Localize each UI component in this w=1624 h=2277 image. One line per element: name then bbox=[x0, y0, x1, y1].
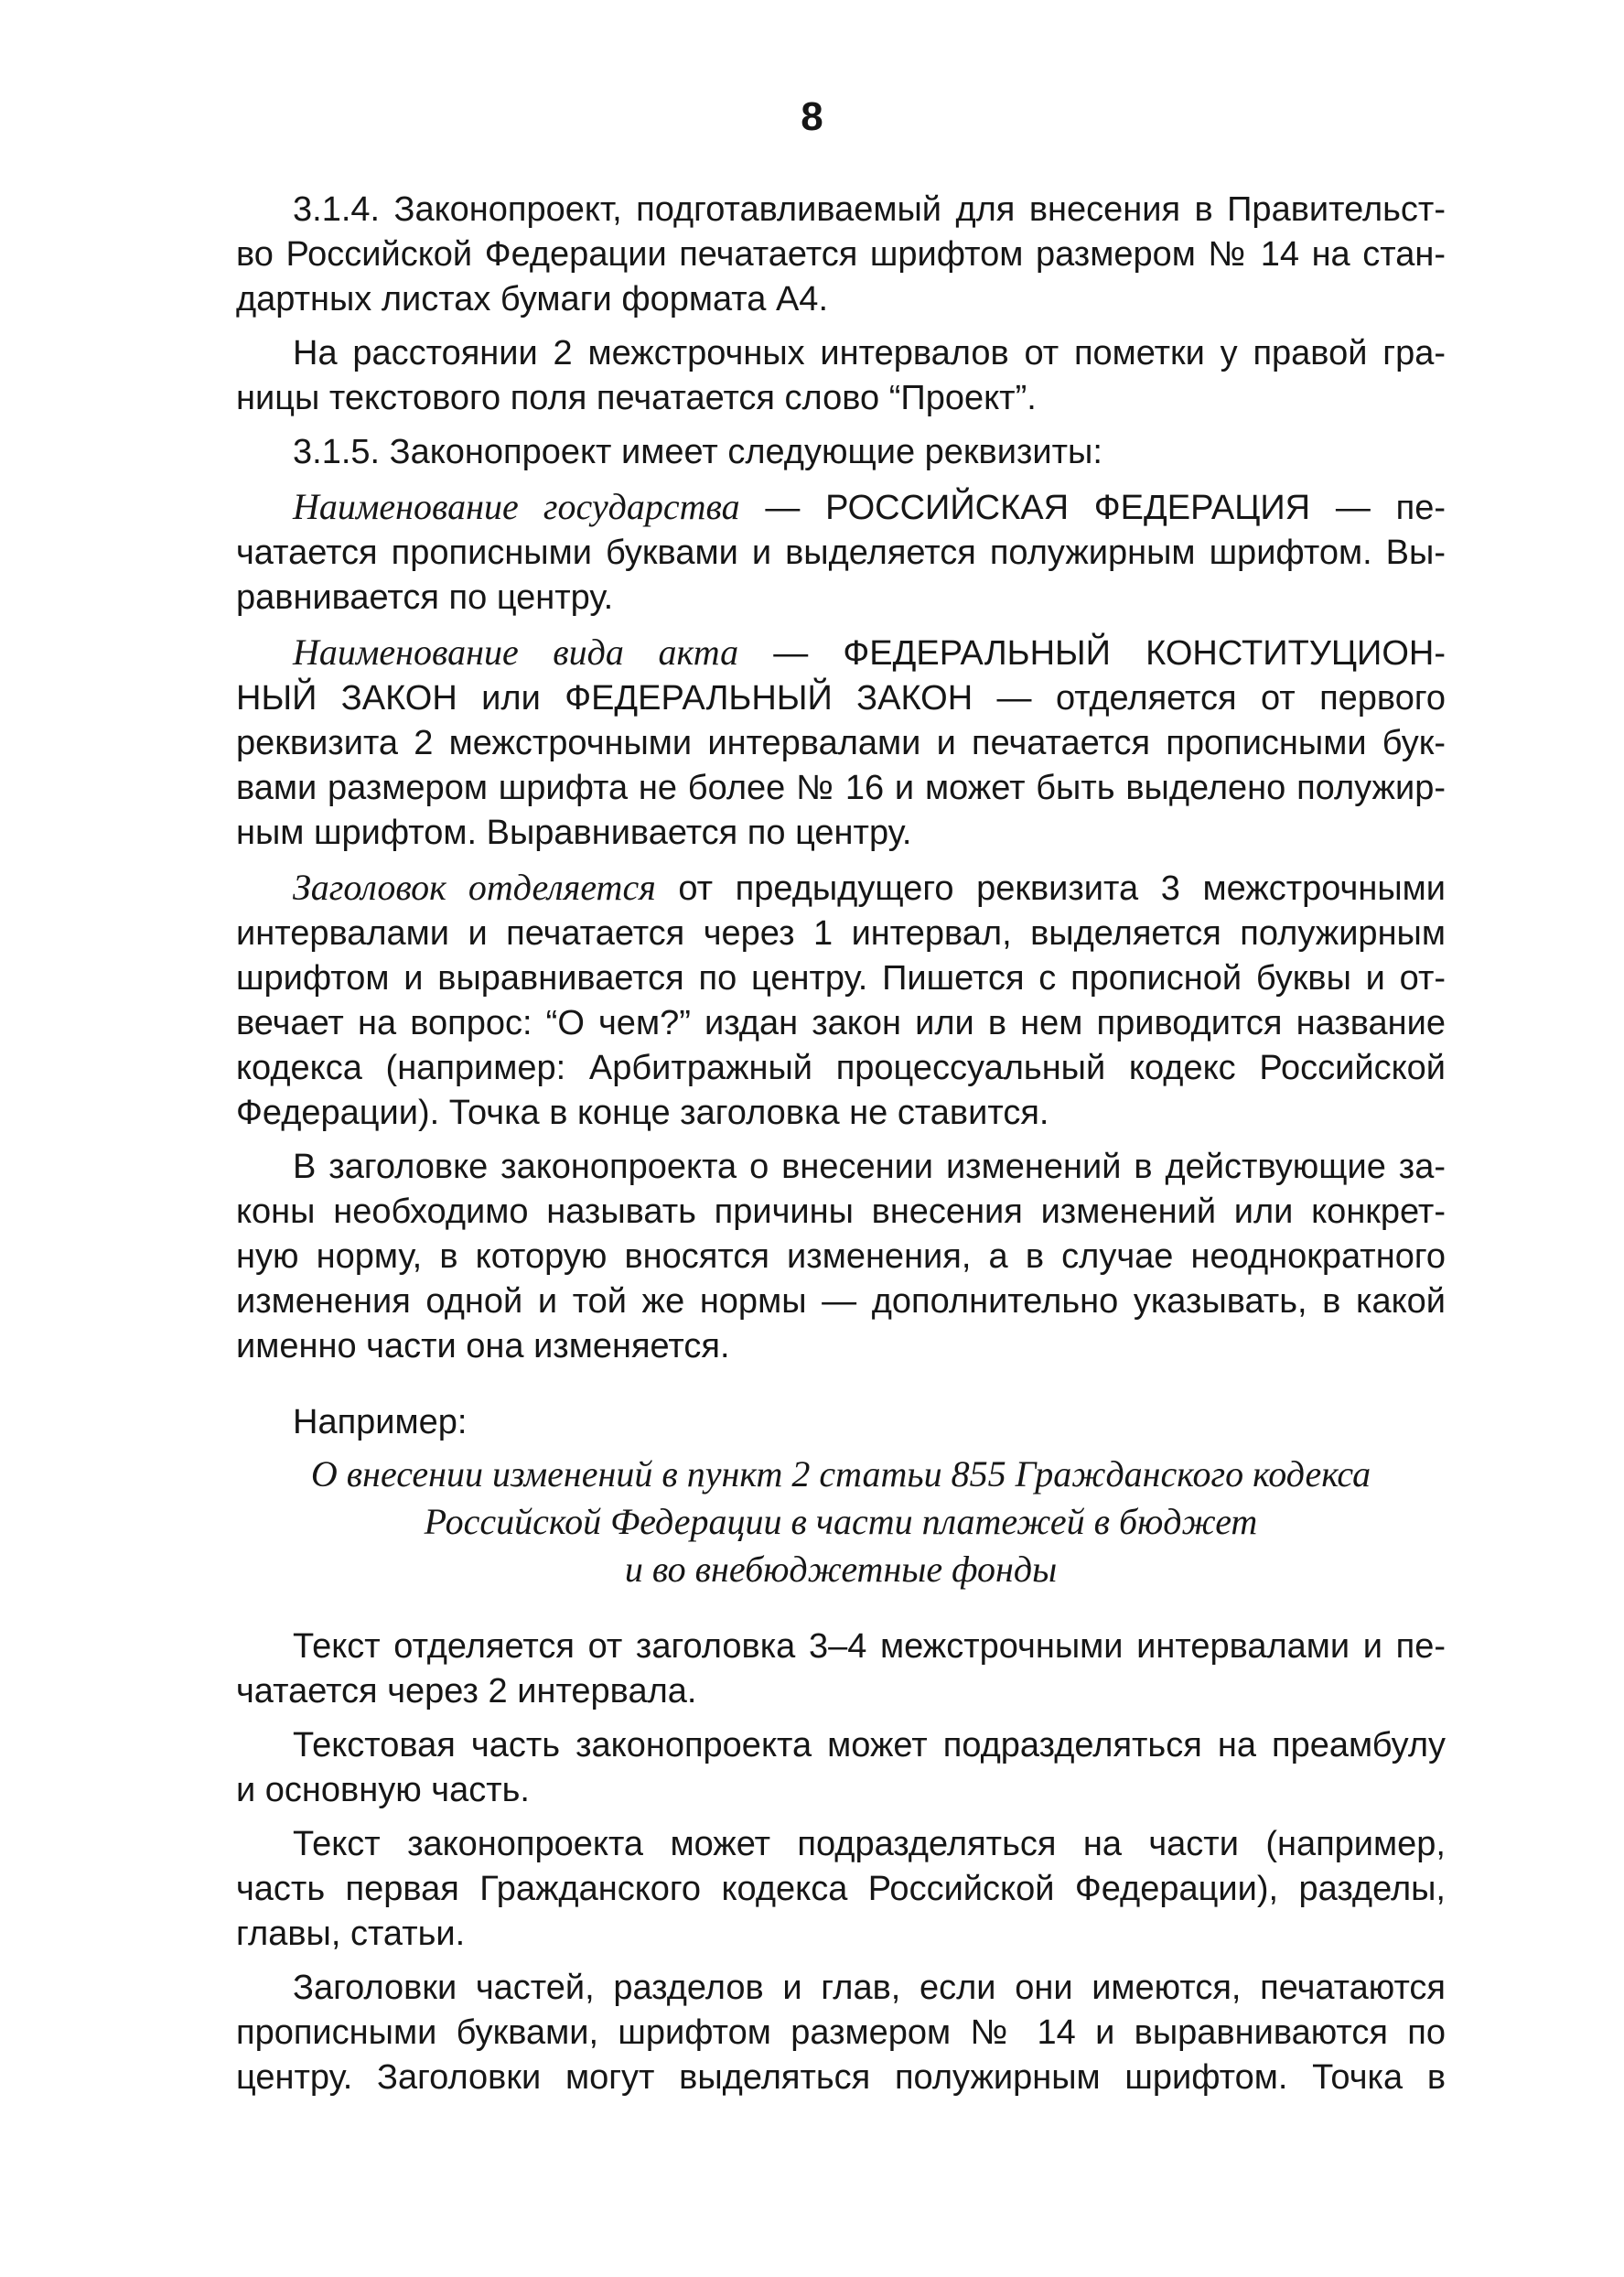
text-line: чатается прописными буквами и выделяется полужирным шрифтом. Вы- bbox=[236, 534, 1446, 572]
text-line: НЫЙ ЗАКОН или ФЕДЕРАЛЬНЫЙ ЗАКОН — отделяется от первого bbox=[236, 679, 1446, 718]
text-line: ницы текстового поля печатается слово “Проект”. bbox=[236, 379, 1037, 417]
paragraphs-after-example bbox=[236, 1624, 1446, 2100]
text-line: главы, статьи. bbox=[236, 1915, 466, 1953]
text-line: ным шрифтом. Выравнивается по центру. bbox=[236, 814, 912, 852]
text-line: В заголовке законопроекта о внесении изменений в действующие за- bbox=[293, 1148, 1446, 1186]
document-body bbox=[236, 188, 1446, 2110]
text-line: 3.1.4. Законопроект, подготавливаемый для внесения в Правительст- bbox=[293, 190, 1446, 229]
text-line: кодекса (например: Арбитражный процессуальный кодекс Российской bbox=[236, 1049, 1446, 1087]
text-line: и основную часть. bbox=[236, 1771, 530, 1809]
text-line: вами размером шрифта не более № 16 и может быть выделено полужир- bbox=[236, 769, 1446, 807]
text-line: во Российской Федерации печатается шрифтом размером № 14 на стан- bbox=[236, 235, 1446, 274]
text-line: именно части она изменяется. bbox=[236, 1327, 730, 1365]
paragraph bbox=[236, 1822, 1446, 1957]
paragraph bbox=[236, 1624, 1446, 1714]
text-line: прописными буквами, шрифтом размером № 14 и выравниваются по bbox=[236, 2013, 1446, 2052]
text-line: Текст законопроекта может подразделяться на части (например, bbox=[293, 1825, 1446, 1863]
text-line: реквизита 2 межстрочными интервалами и печатается прописными бук- bbox=[236, 724, 1446, 762]
paragraph bbox=[236, 865, 1446, 1136]
paragraph bbox=[236, 430, 1446, 475]
text-line: 3.1.5. Законопроект имеет следующие реквизиты: bbox=[293, 433, 1102, 471]
paragraph bbox=[236, 331, 1446, 421]
text-line: ную норму, в которую вносятся изменения, а в случае неоднократного bbox=[236, 1237, 1446, 1276]
text-line: часть первая Гражданского кодекса Российской Федерации), разделы, bbox=[236, 1870, 1446, 1908]
text-line: Текстовая часть законопроекта может подразделяться на преамбулу bbox=[293, 1726, 1446, 1764]
text-line: равнивается по центру. bbox=[236, 578, 614, 617]
text-line bbox=[236, 484, 1446, 531]
text-line: центру. Заголовки могут выделяться полужирным шрифтом. Точка в bbox=[236, 2058, 1446, 2097]
text-line: дартных листах бумаги формата А4. bbox=[236, 280, 829, 318]
example-label: Например: bbox=[293, 1403, 468, 1441]
paragraph bbox=[236, 1966, 1446, 2100]
text-line: шрифтом и выравнивается по центру. Пишется с прописной буквы и от- bbox=[236, 959, 1446, 998]
text-line: чатается через 2 интервала. bbox=[236, 1672, 697, 1710]
text-line: вечает на вопрос: “О чем?” издан закон или в нем приводится название bbox=[236, 1004, 1446, 1042]
text-line: изменения одной и той же нормы — дополнительно указывать, в какой bbox=[236, 1282, 1446, 1321]
paragraph bbox=[236, 188, 1446, 322]
paragraphs-before-example bbox=[236, 188, 1446, 1369]
text-line: коны необходимо называть причины внесения изменений или конкрет- bbox=[236, 1192, 1446, 1231]
example-title-line: О внесении изменений в пункт 2 статьи 855 Гражданского кодекса bbox=[310, 1453, 1371, 1495]
text-line bbox=[236, 630, 1446, 676]
paragraph bbox=[236, 1145, 1446, 1369]
text-line: Заголовки частей, разделов и глав, если они имеются, печатаются bbox=[293, 1969, 1446, 2007]
page-number: 8 bbox=[801, 94, 823, 139]
paragraph bbox=[236, 484, 1446, 621]
paragraph bbox=[236, 1723, 1446, 1813]
example-title-line: Российской Федерации в части платежей в бюджет bbox=[424, 1501, 1258, 1542]
example-title-line: и во внебюджетные фонды bbox=[624, 1549, 1058, 1590]
text-line bbox=[236, 865, 1446, 912]
example-title bbox=[236, 1451, 1446, 1593]
italic-term: Заголовок отделяется bbox=[293, 867, 656, 908]
text-line: Федерации). Точка в конце заголовка не ставится. bbox=[236, 1094, 1049, 1132]
italic-term: Наименование вида акта bbox=[293, 631, 739, 673]
line-text: — РОССИЙСКАЯ ФЕДЕРАЦИЯ — пе- bbox=[739, 489, 1446, 527]
line-text: — ФЕДЕРАЛЬНЫЙ КОНСТИТУЦИОН- bbox=[738, 634, 1446, 673]
paragraph bbox=[236, 630, 1446, 856]
text-line: На расстоянии 2 межстрочных интервалов от пометки у правой гра- bbox=[293, 334, 1446, 372]
line-text: от предыдущего реквизита 3 межстрочными bbox=[655, 869, 1446, 908]
text-line: интервалами и печатается через 1 интервал, выделяется полужирным bbox=[236, 914, 1446, 953]
italic-term: Наименование государства bbox=[293, 486, 740, 527]
text-line: Текст отделяется от заголовка 3–4 межстрочными интервалами и пе- bbox=[293, 1627, 1446, 1666]
